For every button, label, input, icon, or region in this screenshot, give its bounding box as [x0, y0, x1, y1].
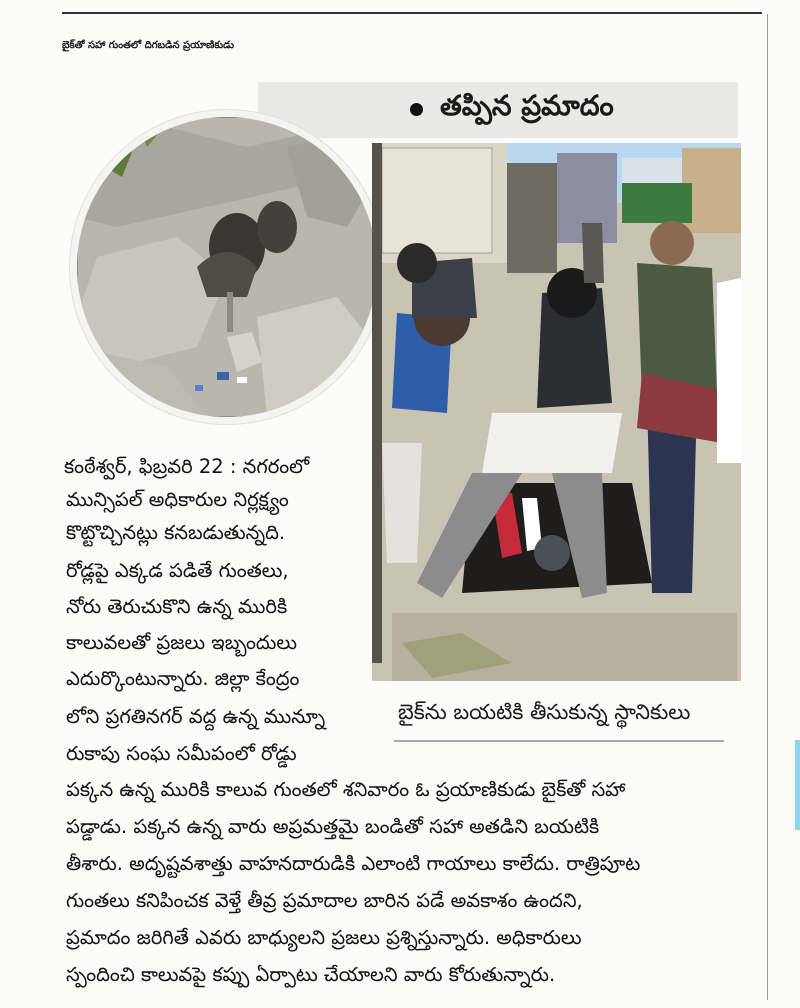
headline: బైక్‌తో సహా గుంతలో దిగబడిన ప్రయాణికుడు	[62, 40, 234, 51]
body-line: ఎదుర్కొంటున్నారు. జిల్లా కేంద్రం	[66, 667, 300, 690]
body-line: తీశారు. అదృష్టవశాత్తు వాహనదారుడికి ఎలాంటి గాయాలు కాలేదు. రాత్రిపూట	[66, 852, 641, 875]
body-line: కొట్టొచ్చినట్లు కనబడుతున్నది.	[66, 521, 286, 544]
body-line: స్పందించి కాలువపై కప్పు ఏర్పాటు చేయాలని వారు కోరుతున్నారు.	[66, 963, 556, 986]
body-line: ప్రమాదం జరిగితే ఎవరు బాధ్యులని ప్రజలు ప్రశ్నిస్తున్నారు. అధికారులు	[66, 926, 582, 949]
body-line: కాలువలతో ప్రజలు ఇబ్బందులు	[66, 631, 297, 654]
body-line: పడ్డాడు. పక్కన ఉన్న వారు అప్రమత్తమై బండితో సహా అతడిని బయటికి	[66, 815, 600, 838]
main-photo	[372, 143, 741, 681]
inset-photo-image	[77, 117, 377, 417]
body-line: గుంతలు కనిపించక వెళ్తే తీవ్ర ప్రమాదాల బారిన పడే అవకాశం ఉందని,	[66, 889, 583, 912]
body-line: రుకాపు సంఘ సమీపంలో రోడ్డు	[66, 742, 297, 765]
caption-rule	[394, 740, 724, 742]
photo-caption: బైక్‌ను బయటికి తీసుకున్న స్థానికులు	[398, 700, 691, 724]
body-line: కంఠేశ్వర్, ఫిబ్రవరి 22 : నగరంలో	[64, 455, 310, 478]
body-line: మున్సిపల్ అధికారుల నిర్లక్ష్యం	[66, 488, 289, 511]
body-line: పక్కన ఉన్న మురికి కాలువ గుంతలో శనివారం ఓ ప్రయాణికుడు బైక్‌తో సహా	[66, 778, 626, 801]
main-photo-image	[372, 143, 741, 681]
inset-photo	[70, 110, 384, 424]
body-line: నోరు తెరుచుకొని ఉన్న మురికి	[66, 595, 288, 618]
edge-marker	[795, 740, 800, 830]
top-rule	[62, 12, 762, 14]
kicker: తప్పిన ప్రమాదం	[440, 89, 614, 122]
column-divider	[767, 14, 768, 1000]
body-line: లోని ప్రగతినగర్ వద్ద ఉన్న మున్నూ	[66, 705, 326, 728]
body-line: రోడ్లపై ఎక్కడ పడితే గుంతలు,	[66, 559, 289, 582]
bullet-icon	[410, 103, 423, 116]
